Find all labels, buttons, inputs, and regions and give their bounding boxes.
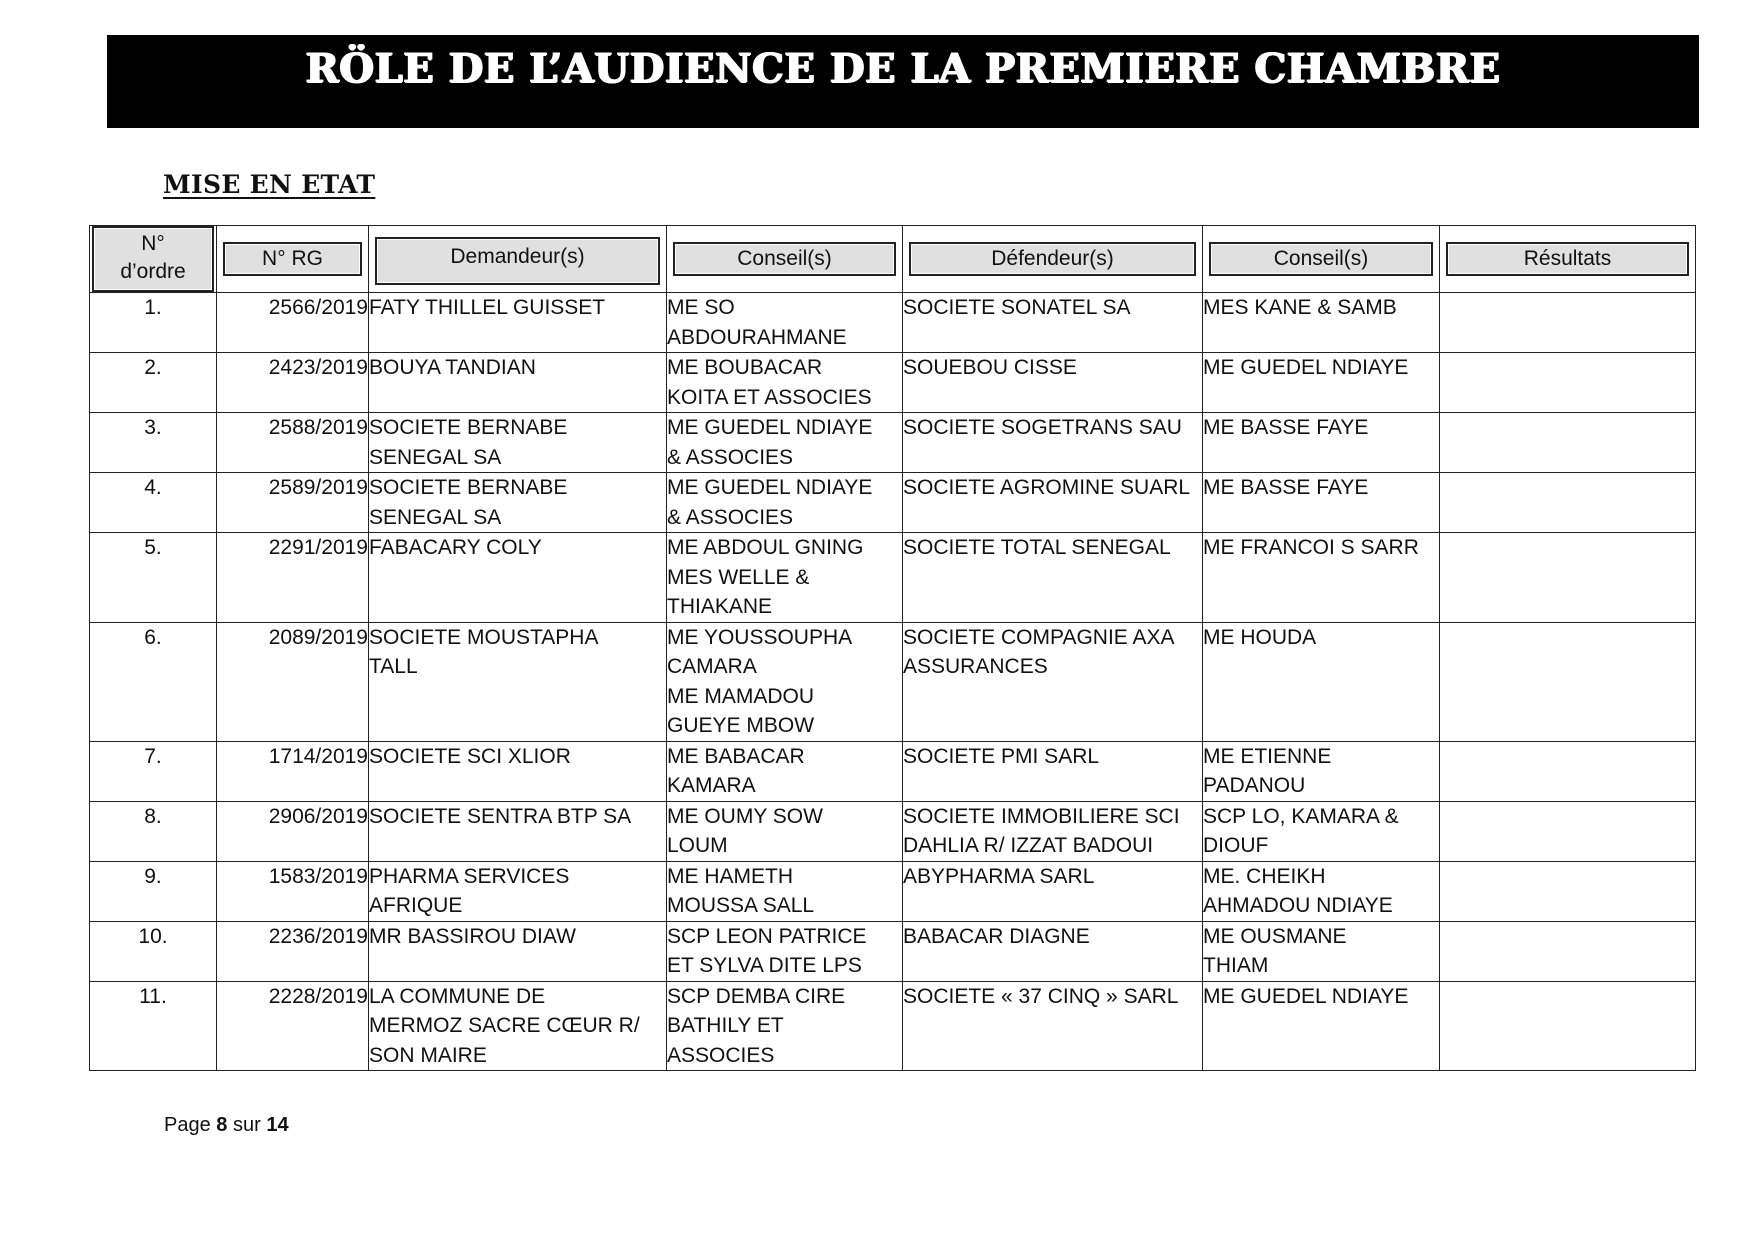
title-banner [107, 35, 1699, 128]
page-prefix: Page [164, 1114, 211, 1136]
demandeur-line: SOCIETE SCI XLIOR [369, 744, 571, 768]
defendeur-line: SOCIETE « 37 CINQ » SARL [903, 984, 1179, 1008]
demandeur-line: SOCIETE MOUSTAPHA [369, 625, 599, 649]
cell-resultats [1440, 981, 1696, 1071]
demandeur-line: AFRIQUE [369, 894, 463, 917]
defendeur-line: SOCIETE COMPAGNIE AXA [903, 625, 1175, 649]
conseil1-line: BATHILY ET [667, 1014, 784, 1037]
cell-order-number: 7. [90, 741, 217, 801]
conseil1-line: GUEYE MBOW [667, 714, 815, 737]
cell-conseil2 [1203, 741, 1440, 801]
conseil2-line: ME HOUDA [1203, 625, 1317, 649]
cell-conseil1 [667, 981, 903, 1071]
cell-conseil2 [1203, 413, 1440, 473]
cell-conseil2 [1203, 861, 1440, 921]
demandeur-line: FATY THILLEL GUISSET [369, 296, 606, 319]
cell-conseil1 [667, 861, 903, 921]
header-order-line1: N° [141, 232, 165, 255]
cell-defendeur [903, 533, 1203, 623]
conseil2-line: AHMADOU NDIAYE [1203, 894, 1393, 917]
demandeur-line: LA COMMUNE DE [369, 984, 546, 1008]
cell-rg-number: 2236/2019 [217, 921, 369, 981]
cell-demandeur [369, 293, 667, 353]
hearing-schedule-table [89, 225, 1696, 1071]
defendeur-line: BABACAR DIAGNE [903, 924, 1090, 948]
cell-resultats [1440, 801, 1696, 861]
conseil2-line: ME GUEDEL NDIAYE [1203, 356, 1409, 379]
cell-order-number: 9. [90, 861, 217, 921]
cell-defendeur [903, 981, 1203, 1071]
cell-conseil1 [667, 533, 903, 623]
table-row [90, 921, 1696, 981]
page-total: 14 [266, 1114, 289, 1136]
conseil1-line: ME OUMY SOW [667, 804, 823, 828]
conseil1-line: ME YOUSSOUPHA [667, 625, 853, 649]
defendeur-line: SOUEBOU CISSE [903, 356, 1077, 379]
conseil2-line: PADANOU [1203, 774, 1306, 797]
table-row [90, 861, 1696, 921]
cell-demandeur [369, 473, 667, 533]
conseil1-line: & ASSOCIES [667, 445, 794, 469]
cell-resultats [1440, 741, 1696, 801]
demandeur-line: SENEGAL SA [369, 505, 502, 529]
cell-rg-number: 1583/2019 [217, 861, 369, 921]
cell-rg-number: 1714/2019 [217, 741, 369, 801]
header-order-box [92, 226, 214, 292]
cell-order-number: 4. [90, 473, 217, 533]
conseil1-line: MOUSSA SALL [667, 894, 815, 917]
conseil2-line: MES KANE & SAMB [1203, 296, 1397, 319]
conseil2-line: ME OUSMANE [1203, 924, 1347, 948]
cell-order-number: 2. [90, 353, 217, 413]
section-title: MISE EN ETAT [163, 170, 376, 199]
conseil1-line: ME SO [667, 296, 735, 319]
demandeur-line: MR BASSIROU DIAW [369, 924, 576, 948]
conseil1-line: ME GUEDEL NDIAYE [667, 416, 873, 439]
header-order [90, 226, 217, 293]
conseil1-line: KAMARA [667, 774, 756, 797]
defendeur-line: DAHLIA R/ IZZAT BADOUI [903, 834, 1154, 857]
cell-order-number: 10. [90, 921, 217, 981]
demandeur-line: SON MAIRE [369, 1043, 487, 1067]
conseil2-line: ME FRANCOI S SARR [1203, 536, 1419, 559]
table-row [90, 353, 1696, 413]
conseil1-line: & ASSOCIES [667, 505, 794, 529]
header-conseil-demandeur [667, 226, 903, 293]
cell-rg-number: 2228/2019 [217, 981, 369, 1071]
cell-order-number: 1. [90, 293, 217, 353]
cell-defendeur [903, 861, 1203, 921]
conseil1-line: SCP DEMBA CIRE [667, 984, 846, 1008]
demandeur-line: PHARMA SERVICES [369, 864, 570, 888]
page-sep: sur [232, 1114, 261, 1136]
conseil1-line: SCP LEON PATRICE [667, 924, 867, 948]
header-demandeur-box: Demandeur(s) [375, 237, 660, 285]
demandeur-line: SOCIETE BERNABE [369, 476, 568, 499]
cell-conseil2 [1203, 921, 1440, 981]
cell-demandeur [369, 533, 667, 623]
table-body [90, 293, 1696, 1071]
conseil2-line: ME GUEDEL NDIAYE [1203, 984, 1409, 1008]
table-row [90, 533, 1696, 623]
conseil1-line: ME BABACAR [667, 744, 805, 768]
cell-demandeur [369, 353, 667, 413]
cell-rg-number: 2566/2019 [217, 293, 369, 353]
defendeur-line: SOCIETE SOGETRANS SAU [903, 416, 1182, 439]
cell-conseil2 [1203, 622, 1440, 741]
cell-resultats [1440, 293, 1696, 353]
conseil2-line: ME. CHEIKH [1203, 864, 1326, 888]
cell-defendeur [903, 921, 1203, 981]
cell-conseil1 [667, 473, 903, 533]
cell-resultats [1440, 861, 1696, 921]
page-current: 8 [216, 1114, 228, 1136]
header-demandeur [369, 226, 667, 293]
conseil1-line: ME ABDOUL GNING [667, 536, 864, 559]
header-conseil1-box: Conseil(s) [673, 242, 896, 276]
conseil2-line: ME ETIENNE [1203, 744, 1332, 768]
cell-resultats [1440, 921, 1696, 981]
conseil2-line: ME BASSE FAYE [1203, 476, 1369, 499]
cell-demandeur [369, 861, 667, 921]
cell-order-number: 6. [90, 622, 217, 741]
page-title: RÖLE DE L’AUDIENCE DE LA PREMIERE CHAMBRE [305, 45, 1501, 92]
cell-resultats [1440, 622, 1696, 741]
cell-conseil1 [667, 413, 903, 473]
header-conseil2-box: Conseil(s) [1209, 242, 1433, 276]
conseil2-line: THIAM [1203, 954, 1269, 977]
defendeur-line: SOCIETE IMMOBILIERE SCI [903, 804, 1180, 828]
cell-rg-number: 2588/2019 [217, 413, 369, 473]
cell-conseil2 [1203, 353, 1440, 413]
conseil1-line: ME BOUBACAR [667, 356, 823, 379]
table-header-row [90, 226, 1696, 293]
conseil2-line: ME BASSE FAYE [1203, 416, 1369, 439]
cell-order-number: 11. [90, 981, 217, 1071]
conseil1-line: ET SYLVA DITE LPS [667, 954, 862, 977]
cell-conseil1 [667, 353, 903, 413]
demandeur-line: TALL [369, 655, 418, 678]
header-order-line2: d’ordre [120, 260, 186, 283]
cell-demandeur [369, 741, 667, 801]
defendeur-line: SOCIETE PMI SARL [903, 744, 1100, 768]
header-defendeur [903, 226, 1203, 293]
cell-rg-number: 2291/2019 [217, 533, 369, 623]
demandeur-line: SOCIETE BERNABE [369, 416, 568, 439]
conseil1-line: THIAKANE [667, 595, 773, 618]
table-row [90, 741, 1696, 801]
cell-rg-number: 2906/2019 [217, 801, 369, 861]
cell-order-number: 5. [90, 533, 217, 623]
cell-conseil1 [667, 801, 903, 861]
cell-demandeur [369, 622, 667, 741]
cell-rg-number: 2589/2019 [217, 473, 369, 533]
header-defendeur-box: Défendeur(s) [909, 242, 1196, 276]
table-row [90, 622, 1696, 741]
conseil1-line: ME HAMETH [667, 864, 793, 888]
demandeur-line: FABACARY COLY [369, 536, 542, 559]
table-row [90, 293, 1696, 353]
defendeur-line: ABYPHARMA SARL [903, 864, 1095, 888]
cell-defendeur [903, 353, 1203, 413]
conseil2-line: SCP LO, KAMARA & [1203, 804, 1399, 828]
demandeur-line: SENEGAL SA [369, 445, 502, 469]
cell-defendeur [903, 473, 1203, 533]
page-footer [164, 1114, 289, 1137]
cell-conseil1 [667, 741, 903, 801]
cell-order-number: 8. [90, 801, 217, 861]
cell-resultats [1440, 353, 1696, 413]
cell-demandeur [369, 413, 667, 473]
cell-conseil2 [1203, 293, 1440, 353]
cell-conseil2 [1203, 473, 1440, 533]
conseil1-line: MES WELLE & [667, 565, 810, 589]
cell-defendeur [903, 741, 1203, 801]
cell-defendeur [903, 622, 1203, 741]
header-rg [217, 226, 369, 293]
cell-resultats [1440, 413, 1696, 473]
table-row [90, 413, 1696, 473]
conseil1-line: ME GUEDEL NDIAYE [667, 476, 873, 499]
cell-conseil1 [667, 293, 903, 353]
table-row [90, 981, 1696, 1071]
defendeur-line: ASSURANCES [903, 655, 1048, 678]
cell-conseil1 [667, 622, 903, 741]
demandeur-line: SOCIETE SENTRA BTP SA [369, 804, 632, 828]
defendeur-line: SOCIETE TOTAL SENEGAL [903, 536, 1171, 559]
cell-resultats [1440, 533, 1696, 623]
cell-demandeur [369, 981, 667, 1071]
cell-demandeur [369, 921, 667, 981]
conseil1-line: CAMARA [667, 655, 757, 678]
conseil1-line: ABDOURAHMANE [667, 325, 847, 349]
conseil1-line: ASSOCIES [667, 1043, 775, 1067]
demandeur-line: MERMOZ SACRE CŒUR R/ [369, 1014, 640, 1037]
table-row [90, 473, 1696, 533]
header-rg-box: N° RG [223, 242, 362, 276]
header-conseil-defendeur [1203, 226, 1440, 293]
cell-conseil2 [1203, 981, 1440, 1071]
cell-conseil2 [1203, 533, 1440, 623]
table-row [90, 801, 1696, 861]
cell-defendeur [903, 801, 1203, 861]
cell-rg-number: 2423/2019 [217, 353, 369, 413]
conseil2-line: DIOUF [1203, 834, 1269, 857]
cell-resultats [1440, 473, 1696, 533]
cell-conseil1 [667, 921, 903, 981]
cell-demandeur [369, 801, 667, 861]
cell-defendeur [903, 293, 1203, 353]
demandeur-line: BOUYA TANDIAN [369, 356, 536, 379]
header-resultats [1440, 226, 1696, 293]
conseil1-line: ME MAMADOU [667, 684, 814, 708]
defendeur-line: SOCIETE AGROMINE SUARL [903, 476, 1191, 499]
cell-rg-number: 2089/2019 [217, 622, 369, 741]
cell-conseil2 [1203, 801, 1440, 861]
conseil1-line: LOUM [667, 834, 728, 857]
cell-defendeur [903, 413, 1203, 473]
cell-order-number: 3. [90, 413, 217, 473]
header-resultats-box: Résultats [1446, 242, 1689, 276]
defendeur-line: SOCIETE SONATEL SA [903, 296, 1131, 319]
conseil1-line: KOITA ET ASSOCIES [667, 385, 872, 409]
